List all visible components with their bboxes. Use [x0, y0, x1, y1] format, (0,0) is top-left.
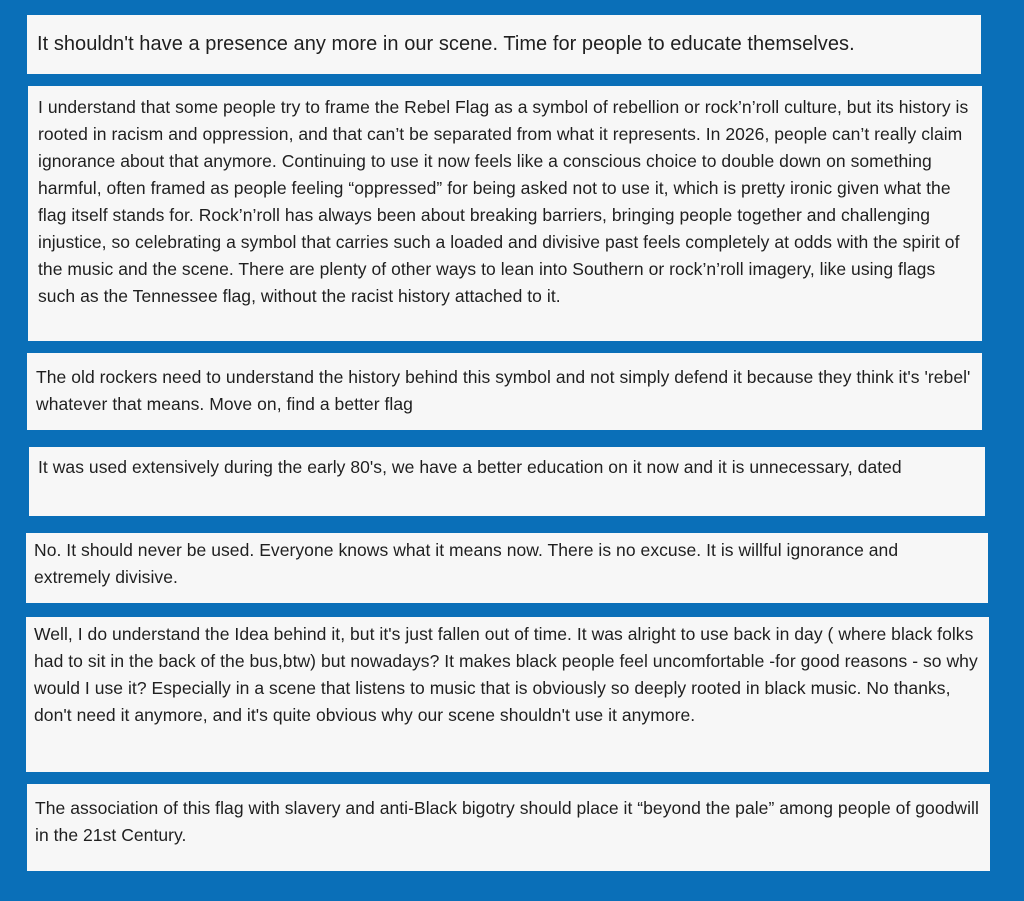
comment-card	[27, 784, 990, 871]
comment-card	[26, 533, 988, 603]
comment-card	[29, 447, 985, 516]
comment-text: It was used extensively during the early 80's, we have a better education on it now and it is unnecessary, dated	[38, 457, 902, 477]
comment-text: No. It should never be used. Everyone knows what it means now. There is no excuse. It is willful ignorance and extremely divisive.	[34, 540, 899, 587]
comment-text: Well, I do understand the Idea behind it, but it's just fallen out of time. It was alright to use back in day ( where black folks had to sit in the back of the bus,btw) but nowadays? It makes black people feel uncomfortable -for good reasons - so why would I use it? Especially in a scene that listens to music that is obviously so deeply rooted in black music. No thanks, don't need it anymore, and it's quite obvious why our scene shouldn't use it anymore.	[34, 624, 978, 725]
comment-text: The old rockers need to understand the history behind this symbol and not simply defend it because they think it's 'rebel' whatever that means. Move on, find a better flag	[36, 367, 971, 414]
comment-card	[27, 15, 981, 74]
comment-card	[27, 353, 982, 430]
comment-card	[26, 617, 989, 772]
comment-card	[28, 86, 982, 341]
comment-text: It shouldn't have a presence any more in our scene. Time for people to educate themselves.	[37, 33, 855, 55]
comment-text: I understand that some people try to frame the Rebel Flag as a symbol of rebellion or rock’n’roll culture, but its history is rooted in racism and oppression, and that can’t be separated from what it represents. In 2026, people can’t really claim ignorance about that anymore. Continuing to use it now feels like a conscious choice to double down on something harmful, often framed as people feeling “oppressed” for being asked not to use it, which is pretty ironic given what the flag itself stands for. Rock’n’roll has always been about breaking barriers, bringing people together and challenging injustice, so celebrating a symbol that carries such a loaded and divisive past feels completely at odds with the spirit of the music and the scene. There are plenty of other ways to lean into Southern or rock’n’roll imagery, like using flags such as the Tennessee flag, without the racist history attached to it.	[38, 97, 969, 306]
comment-text: The association of this flag with slavery and anti-Black bigotry should place it “beyond the pale” among people of goodwill in the 21st Century.	[35, 798, 979, 845]
